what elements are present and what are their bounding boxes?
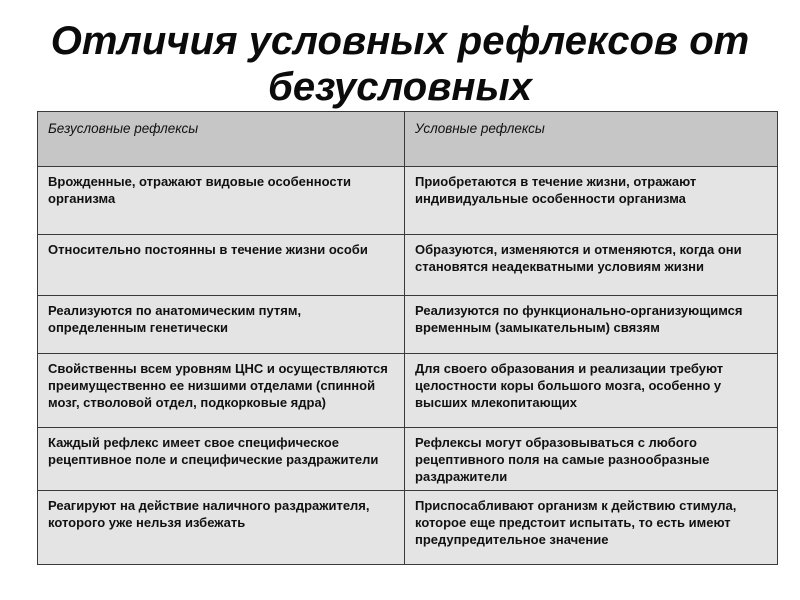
slide-title-line-1: Отличия условных рефлексов от xyxy=(50,19,750,63)
cell-unconditioned: Каждый рефлекс имеет свое специфическое рецептивное поле и специфические раздражители xyxy=(38,428,405,491)
cell-conditioned: Образуются, изменяются и отменяются, когда они становятся неадекватными условиям жизни xyxy=(405,235,778,296)
header-conditioned: Условные рефлексы xyxy=(405,112,778,167)
cell-conditioned: Рефлексы могут образовываться с любого рецептивного поля на самые разнообразные раздражители xyxy=(405,428,778,491)
slide-title-line-2: безусловных xyxy=(268,65,532,109)
table-row xyxy=(38,235,778,296)
cell-unconditioned: Относительно постоянны в течение жизни особи xyxy=(38,235,405,296)
header-unconditioned: Безусловные рефлексы xyxy=(38,112,405,167)
table-row xyxy=(38,167,778,235)
table-header-row xyxy=(38,112,778,167)
cell-conditioned: Приобретаются в течение жизни, отражают индивидуальные особенности организма xyxy=(405,167,778,235)
cell-unconditioned: Реализуются по анатомическим путям, определенным генетически xyxy=(38,296,405,354)
cell-conditioned: Приспосабливают организм к действию стимула, которое еще предстоит испытать, то есть имеют предупредительное значение xyxy=(405,491,778,565)
cell-unconditioned: Свойственны всем уровням ЦНС и осуществляются преимущественно ее низшими отделами (спинной мозг, стволовой отдел, подкорковые ядра) xyxy=(38,354,405,428)
comparison-table xyxy=(37,111,778,565)
table-row xyxy=(38,491,778,565)
table-row xyxy=(38,428,778,491)
table-row xyxy=(38,296,778,354)
cell-conditioned: Реализуются по функционально-организующимся временным (замыкательным) связям xyxy=(405,296,778,354)
cell-unconditioned: Реагируют на действие наличного раздражителя, которого уже нельзя избежать xyxy=(38,491,405,565)
cell-conditioned: Для своего образования и реализации требуют целостности коры большого мозга, особенно у высших млекопитающих xyxy=(405,354,778,428)
slide-title xyxy=(0,18,800,110)
table-row xyxy=(38,354,778,428)
cell-unconditioned: Врожденные, отражают видовые особенности организма xyxy=(38,167,405,235)
